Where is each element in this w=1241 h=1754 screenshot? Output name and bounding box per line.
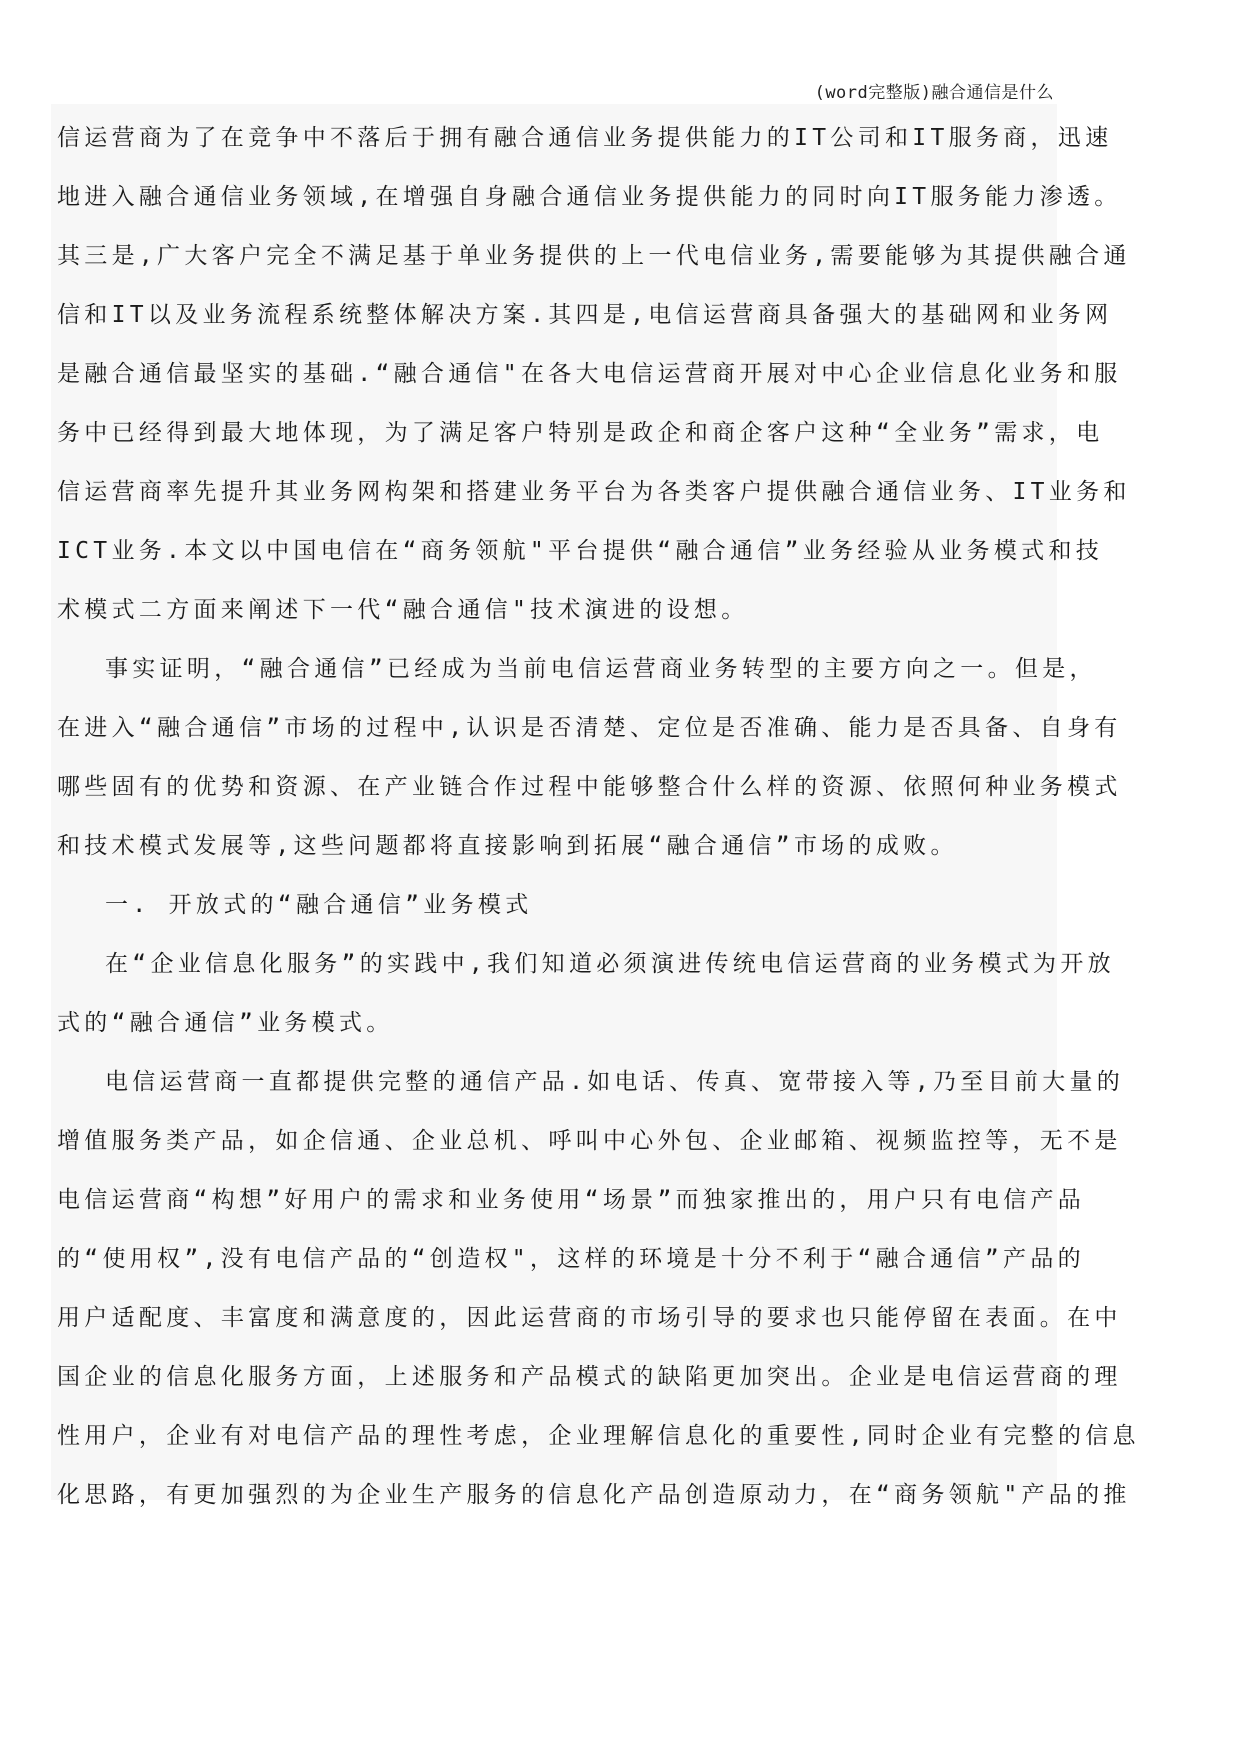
- document-header: (word完整版)融合通信是什么: [814, 83, 1054, 103]
- text-line: 信和IT以及业务流程系统整体解决方案.其四是,电信运营商具备强大的基础网和业务网: [57, 302, 1113, 328]
- text-line: 电信运营商“构想”好用户的需求和业务使用“场景”而独家推出的，用户只有电信产品: [57, 1187, 1086, 1213]
- text-line: 在进入“融合通信”市场的过程中,认识是否清楚、定位是否准确、能力是否具备、自身有: [57, 715, 1122, 741]
- text-line: 信运营商为了在竞争中不落后于拥有融合通信业务提供能力的IT公司和IT服务商，迅速: [57, 125, 1113, 151]
- text-line: 地进入融合通信业务领域,在增强自身融合通信业务提供能力的同时向IT服务能力渗透。: [57, 184, 1122, 210]
- text-line: 式的“融合通信”业务模式。: [57, 1010, 394, 1036]
- text-line: 术模式二方面来阐述下一代“融合通信"技术演进的设想。: [57, 597, 749, 623]
- text-line: 性用户，企业有对电信产品的理性考虑，企业理解信息化的重要性,同时企业有完整的信息: [57, 1423, 1140, 1449]
- text-line: 事实证明，“融合通信”已经成为当前电信运营商业务转型的主要方向之一。但是，: [105, 656, 1097, 682]
- document-body: [51, 104, 1140, 1508]
- text-line: 务中已经得到最大地体现，为了满足客户特别是政企和商企客户这种“全业务”需求，电: [57, 420, 1104, 446]
- text-line: 其三是,广大客户完全不满足基于单业务提供的上一代电信业务,需要能够为其提供融合通: [57, 243, 1131, 269]
- text-line: 用户适配度、丰富度和满意度的，因此运营商的市场引导的要求也只能停留在表面。在中: [57, 1305, 1122, 1331]
- text-line: ICT业务.本文以中国电信在“商务领航"平台提供“融合通信”业务经验从业务模式和技: [57, 538, 1104, 564]
- text-line: 的“使用权”,没有电信产品的“创造权"，这样的环境是十分不利于“融合通信”产品的: [57, 1246, 1085, 1272]
- text-line: 国企业的信息化服务方面，上述服务和产品模式的缺陷更加突出。企业是电信运营商的理: [57, 1364, 1122, 1390]
- text-line: 信运营商率先提升其业务网构架和搭建业务平台为各类客户提供融合通信业务、IT业务和: [57, 479, 1131, 505]
- text-line: 和技术模式发展等,这些问题都将直接影响到拓展“融合通信”市场的成败。: [57, 833, 958, 859]
- text-line: 化思路，有更加强烈的为企业生产服务的信息化产品创造原动力，在“商务领航"产品的推: [57, 1482, 1131, 1508]
- text-line: 在“企业信息化服务”的实践中,我们知道必须演进传统电信运营商的业务模式为开放: [105, 951, 1115, 977]
- text-line: 电信运营商一直都提供完整的通信产品.如电话、传真、宽带接入等,乃至目前大量的: [105, 1069, 1125, 1095]
- section-heading: 一. 开放式的“融合通信”业务模式: [105, 892, 533, 918]
- text-line: 是融合通信最坚实的基础.“融合通信"在各大电信运营商开展对中心企业信息化业务和服: [57, 361, 1122, 387]
- text-line: 增值服务类产品，如企信通、企业总机、呼叫中心外包、企业邮箱、视频监控等，无不是: [57, 1128, 1122, 1154]
- text-line: 哪些固有的优势和资源、在产业链合作过程中能够整合什么样的资源、依照何种业务模式: [57, 774, 1122, 800]
